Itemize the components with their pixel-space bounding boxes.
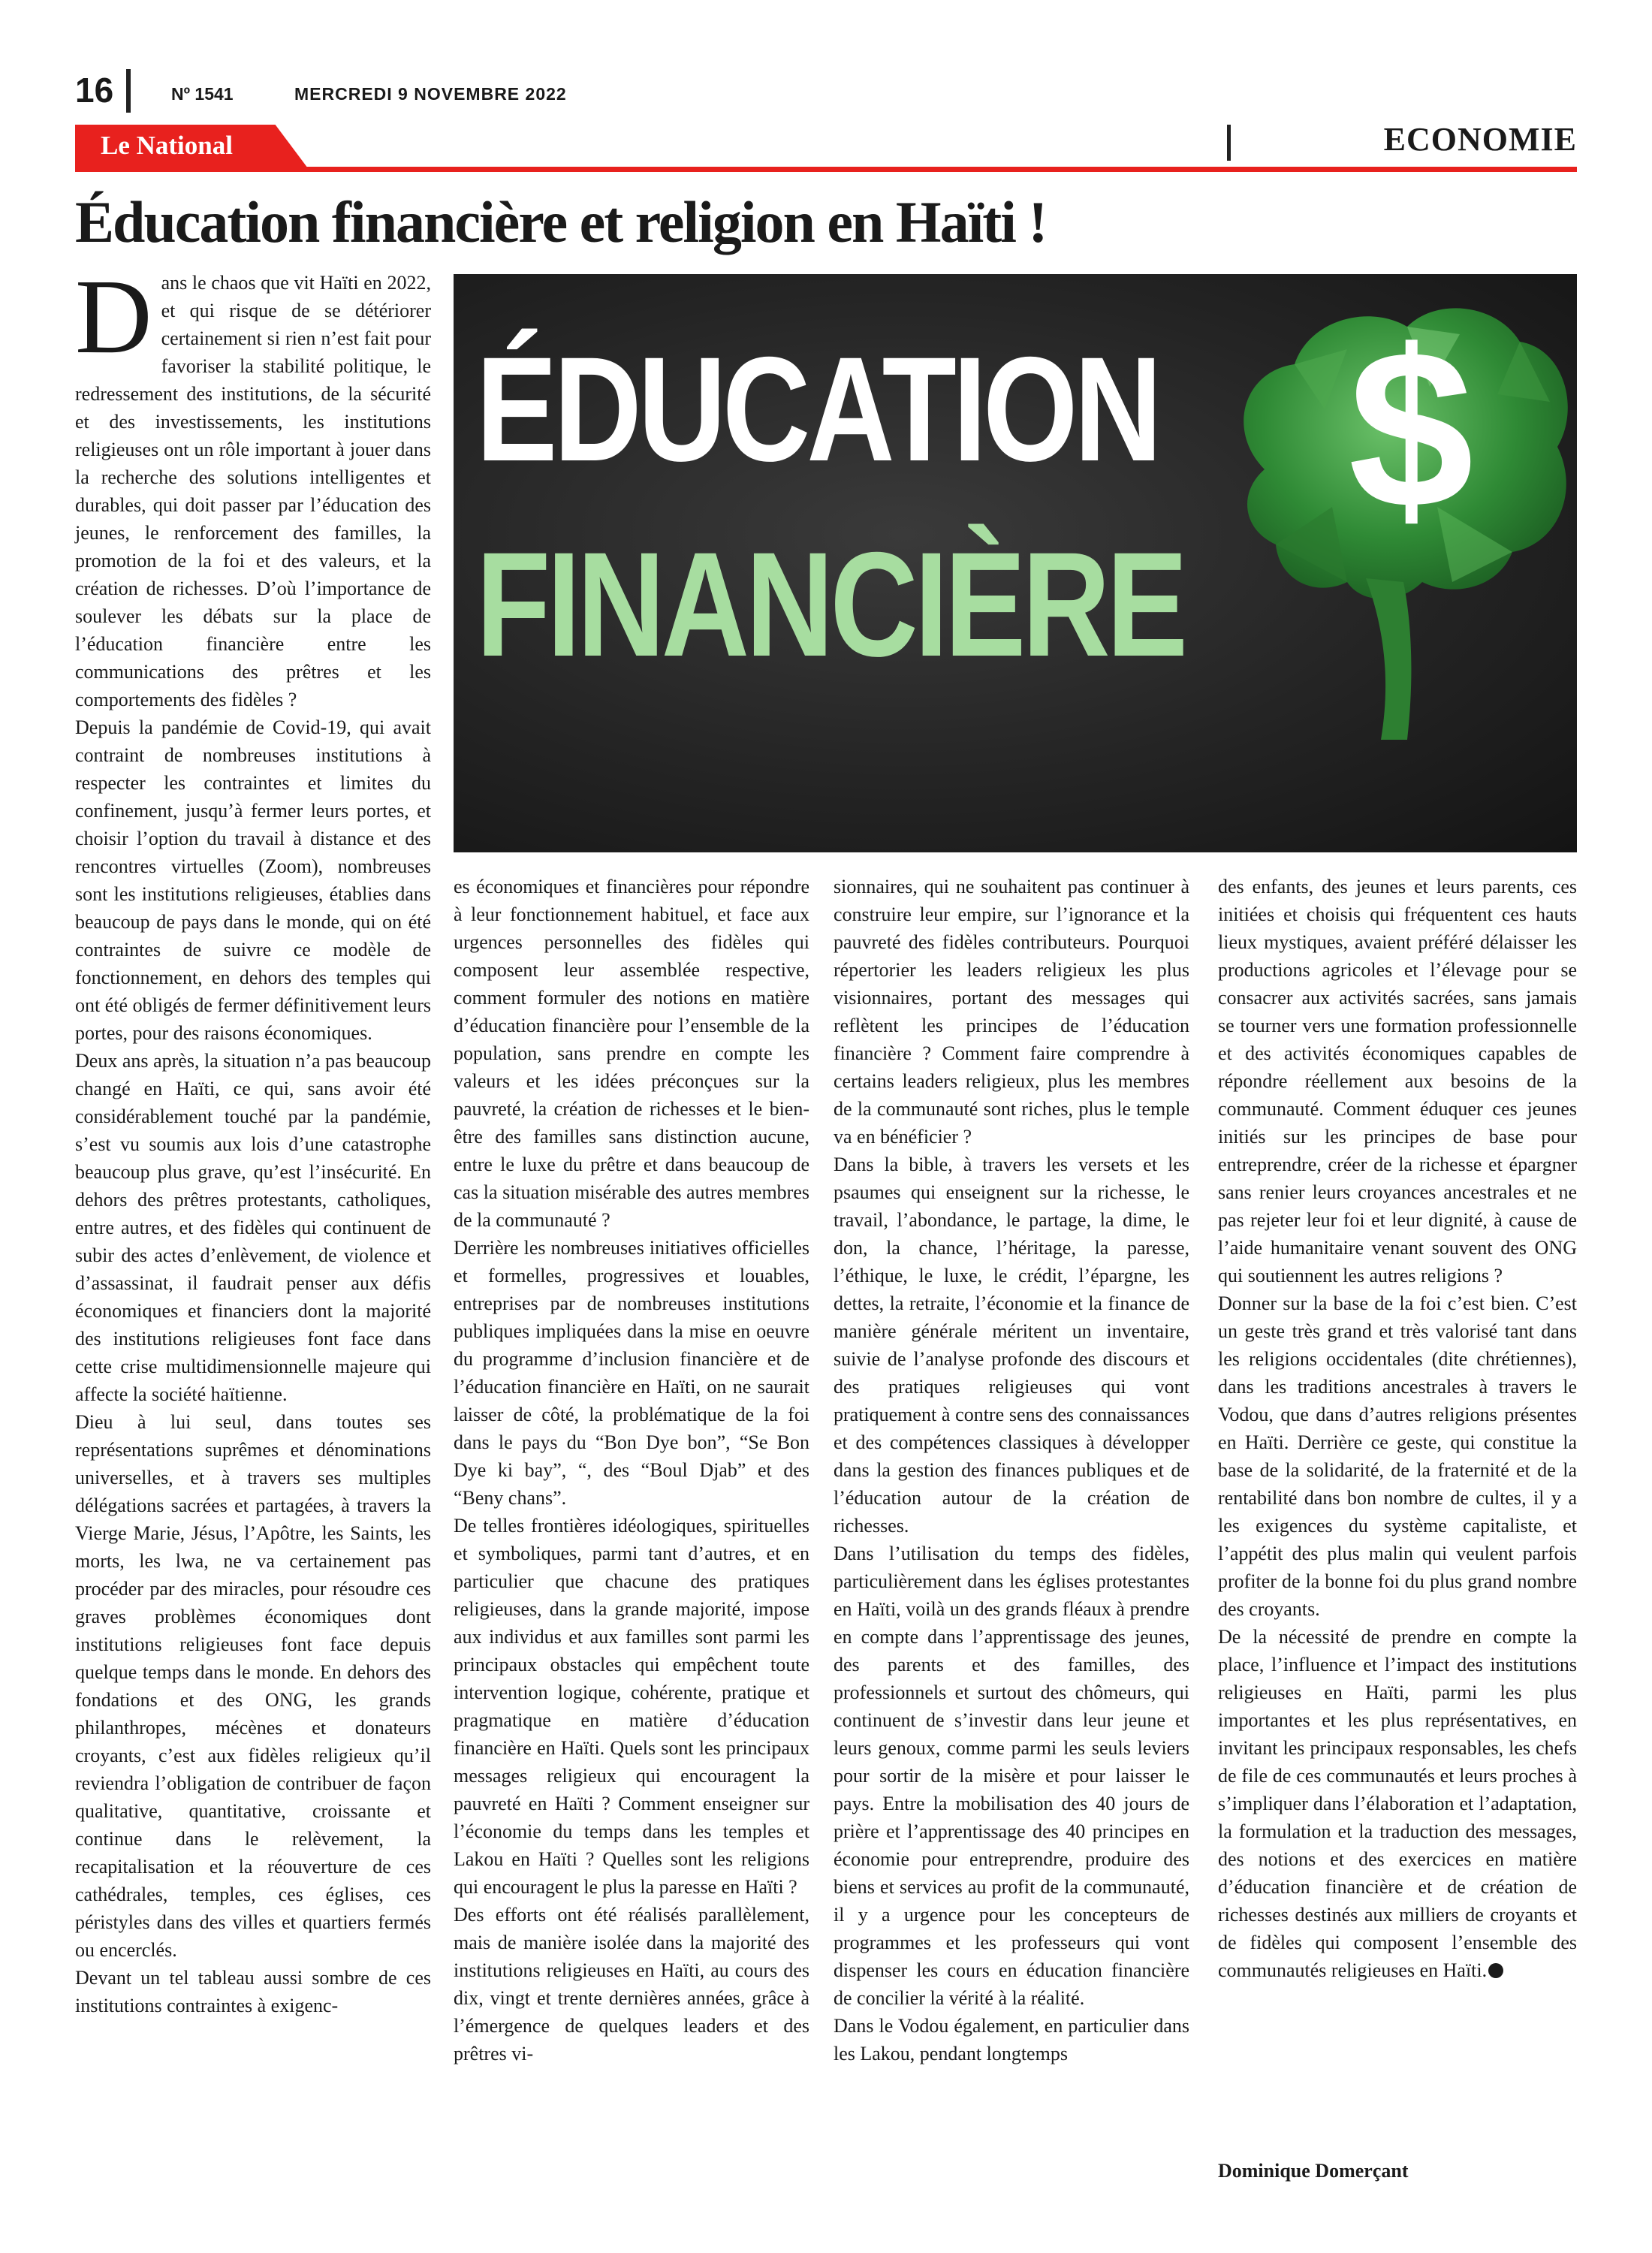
article-column-4 — [1218, 873, 1577, 1984]
image-title-line-1: ÉDUCATION — [476, 326, 1159, 492]
article-paragraph: Deux ans après, la situation n’a pas beaucoup changé en Haïti, ce qui, sans avoir été considérablement touché par la pandémie, s’est vu soumis aux lois d’une catastrophe beaucoup plus grave, qu’est l’insécurité. En dehors des prêtres protestants, catholiques, entre autres, et des fidèles qui continuent de subir des actes d’enlèvement, de violence et d’assassinat, il faudrait penser aux défis économiques et financiers dont la majorité des institutions religieuses font face dans cette crise multidimensionnelle majeure qui affecte la société haïtienne. — [75, 1050, 431, 1405]
article-paragraph: Des efforts ont été réalisés parallèlement, mais de manière isolée dans la majorité des institutions religieuses en Haïti, au cours des dix, vingt et trente dernières années, grâce à l’émergence de quelques leaders et des prêtres vi- — [454, 1904, 809, 2064]
article-author: Dominique Domerçant — [1218, 2160, 1409, 2182]
drop-cap: D — [75, 257, 152, 376]
article-paragraph: Donner sur la base de la foi c’est bien. C’est un geste très grand et très valorisé tant dans les religions occidentales (dite chrétiennes), dans les traditions ancestrales à travers le Vodou, que dans d’autres religions présentes en Haïti. Derrière ce geste, qui constitue la base de la solidarité, de la fraternité et de la rentabilité dans bon nombre de cultes, il y a les exigences du système capitaliste, et l’appétit des plus malin qui veulent parfois profiter de la bonne foi du plus grand nombre des croyants. — [1218, 1292, 1577, 1620]
article-paragraph: De la nécessité de prendre en compte la place, l’influence et l’impact des institutions religieuses en Haïti, parmi les plus importantes et les plus représentatives, en invitant les principaux responsables, les chefs de file de ces communautés et leurs proches à s’impliquer dans l’élaboration et l’adaptation, la formulation et la traduction des messages, des notions et des exercices en matière d’éducation financière et de création de richesses destinés aux milliers de croyants et de fidèles qui composent l’ensemble des communautés religieuses en Haïti. — [1218, 1626, 1577, 1981]
end-of-article-icon — [1488, 1963, 1503, 1978]
article-column-1 — [75, 257, 431, 2019]
article-paragraph: Devant un tel tableau aussi sombre de ces institutions contraintes à exigenc- — [75, 1967, 431, 2016]
page-number-divider — [126, 69, 131, 113]
article-paragraph: Derrière les nombreuses initiatives officielles et formelles, progressives et louables, entreprises par de nombreuses institutions publiques impliquées dans la mise en oeuvre du programme d’inclusion financière et de l’éducation financière en Haïti, on ne saurait laisser de côté, la problématique de la foi dans le pays du “Bon Dye bon”, “Se Bon Dye ki bay”, “, des “Boul Djab” et des “Beny chans”. — [454, 1237, 809, 1509]
article-paragraph: Dans l’utilisation du temps des fidèles, particulièrement dans les églises protestantes en Haïti, voilà un des grands fléaux à prendre en compte dans l’apprentissage des jeunes, des parents et des familles, des professionnels et surtout des chômeurs, qui continuent de s’investir dans leur jeune et leurs genoux, comme parmi les seuls leviers pour sortir de la misère et pour laisser le pays. Entre la mobilisation des 40 jours de prière et l’apprentissage des 40 principes en économie pour entreprendre, produire des biens et services au profit de la communauté, il y a urgence pour les concepteurs de programmes et les professeurs qui vont dispenser les cours en éducation financière de concilier la vérité à la réalité. — [834, 1543, 1189, 2009]
article-column-2 — [454, 873, 809, 2068]
article-paragraph: sionnaires, qui ne souhaitent pas continuer à construire leur empire, sur l’ignorance et la pauvreté des fidèles contributeurs. Pourquoi répertorier les leaders religieux les plus visionnaires, portant des messages qui reflètent les principes de l’éducation financière ? Comment faire comprendre à certains leaders religieux, plus les membres de la communauté sont riches, plus le temple va en bénéficier ? — [834, 876, 1189, 1148]
article-paragraph: Dieu à lui seul, dans toutes ses représentations suprêmes et dénominations universelles, et à travers ses multiples délégations sacrées et partagées, à travers la Vierge Marie, Jésus, l’Apôtre, les Saints, les morts, les lwa, ne va certainement pas procéder par des miracles, pour résoudre ces graves problèmes économiques dont institutions religieuses font face depuis quelque temps dans le monde. En dehors des fondations et des ONG, les grands philanthropes, mécènes et donateurs croyants, c’est aux fidèles religieux qu’il reviendra l’obligation de contribuer de façon qualitative, quantitative, croissante et continue dans le relèvement, la recapitalisation et la réouverture de ces cathédrales, temples, ces églises, ces péristyles dans des villes et quartiers fermés ou encerclés. — [75, 1411, 431, 1961]
article-paragraph: Depuis la pandémie de Covid-19, qui avait contraint de nombreuses institutions à respecter les contraintes et limites du confinement, jusqu’à fermer leurs portes, et choisir l’option du travail à distance et des rencontres virtuelles (Zoom), nombreuses sont les institutions religieuses, établies dans beaucoup de pays dans le monde, qui on été contraintes de suivre ce modèle de fonctionnement, en dehors des temples qui ont été obligés de fermer définitivement leurs portes, pour des raisons économiques. — [75, 716, 431, 1044]
header-rule — [75, 167, 1577, 172]
issue-date: MERCREDI 9 NOVEMBRE 2022 — [294, 84, 567, 104]
issue-number: Nº 1541 — [171, 84, 234, 104]
article-paragraph: es économiques et financières pour répondre à leur fonctionnement habituel, et face aux urgences personnelles des fidèles qui composent leur assemblée respective, comment formuler des notions en matière d’éducation financière pour l’ensemble de la population, sans prendre en compte les valeurs et les idées préconçues sur la pauvreté, la création de richesses et le bien-être des familles sans distinction aucune, entre le luxe du prêtre et dans beaucoup de cas la situation misérable des autres membres de la communauté ? — [454, 876, 809, 1231]
dollar-sign: $ — [1348, 303, 1474, 555]
section-title: ECONOMIE — [1383, 121, 1577, 158]
publication-name: Le National — [101, 131, 233, 160]
article-column-3 — [834, 873, 1189, 2068]
article-paragraph: Dans la bible, à travers les versets et les psaumes qui enseignent sur la richesse, le travail, l’abondance, le partage, la dime, le don, la chance, l’héritage, la paresse, l’éthique, le luxe, le crédit, l’épargne, les dettes, la retraite, l’économie et la finance de manière générale méritent un inventaire, suivie de l’analyse profonde des discours et des pratiques religieuses qui vont pratiquement à contre sens des connaissances et des compétences classiques à développer dans la gestion des finances publiques et de l’éducation autour de la création de richesses. — [834, 1154, 1189, 1537]
article-image — [454, 274, 1577, 852]
section-divider — [1227, 125, 1231, 161]
page-number: 16 — [75, 71, 114, 110]
article-paragraph: Dans le Vodou également, en particulier dans les Lakou, pendant longtemps — [834, 2015, 1189, 2064]
article-paragraph: De telles frontières idéologiques, spirituelles et symboliques, parmi tant d’autres, et en particulier que chacune des pratiques religieuses, dans la grande majorité, impose aux individus et aux familles sont parmi les principaux obstacles qui empêchent toute intervention logique, cohérente, pratique et pragmatique en matière d’éducation financière en Haïti. Quels sont les principaux messages religieux qui encouragent la pauvreté en Haïti ? Comment enseigner sur l’économie du temps dans les temples et Lakou en Haïti ? Quelles sont les religions qui encouragent le plus la paresse en Haïti ? — [454, 1515, 809, 1898]
article-paragraph: Dans le chaos que vit Haïti en 2022, et qui risque de se détériorer certainement si rien n’est fait pour favoriser la stabilité politique, le redressement des institutions, de la sécurité et des investissements, les institutions religieuses ont un rôle important à jouer dans la recherche des solutions intelligentes et durables, qui doit passer par l’éducation des jeunes, le renforcement des familles, la promotion de la foi et des valeurs, et la création de richesses. D’où l’importance de soulever les débats sur la place de l’éducation financière entre les communications des prêtres et les comportements des fidèles ? — [75, 257, 431, 710]
article-headline: Éducation financière et religion en Haïti ! — [75, 189, 1047, 255]
article-paragraph: des enfants, des jeunes et leurs parents, ces initiées et choisis qui fréquentent ces hauts lieux mystiques, avaient préféré délaisser les productions agricoles et l’élevage pour se consacrer aux activités sacrées, sans jamais se tourner vers une formation professionnelle et des activités économiques capables de répondre réellement aux besoins de la communauté. Comment éduquer ces jeunes initiés sur les principes de base pour entreprendre, créer de la richesse et épargner sans renier leurs croyances ancestrales et ne pas rejeter leur foi et leur dignité, à cause de l’aide humanitaire venant souvent des ONG qui soutiennent les autres religions ? — [1218, 876, 1577, 1286]
image-title-line-2: FINANCIÈRE — [476, 521, 1185, 687]
money-brain-icon — [1212, 282, 1577, 747]
